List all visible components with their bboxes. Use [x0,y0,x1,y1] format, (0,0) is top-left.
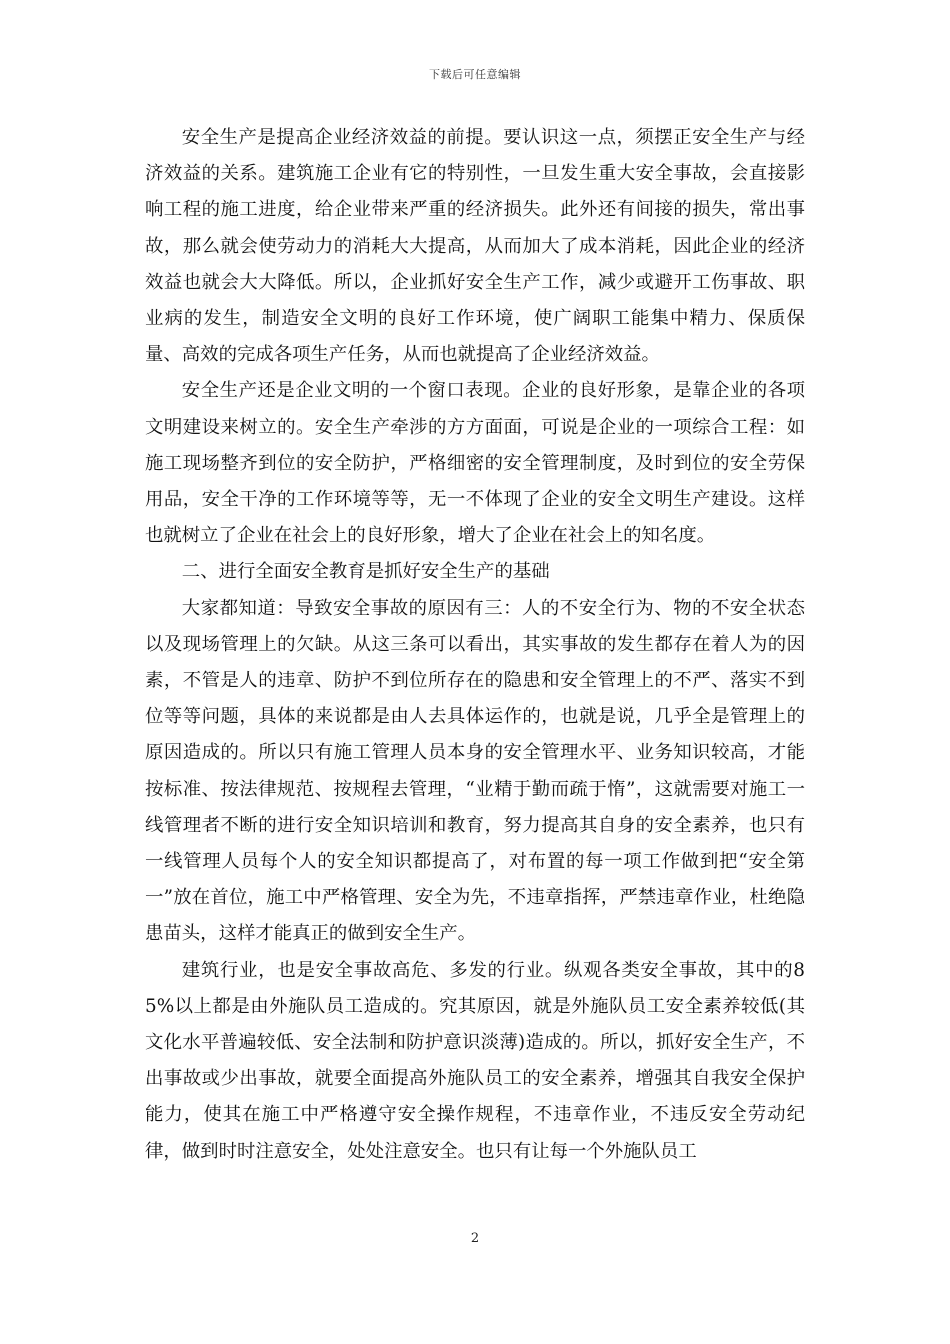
paragraph-safety-economic-benefit: 安全生产是提高企业经济效益的前提。要认识这一点，须摆正安全生产与经济效益的关系。建筑施工企业有它的特别性，一旦发生重大安全事故，会直接影响工程的施工进度，给企业带来严重的经济损失。此外还有间接的损失，常出事故，那么就会使劳动力的消耗大大提高，从而加大了成本消耗，因此企业的经济效益也就会大大降低。所以，企业抓好安全生产工作，减少或避开工伤事故、职业病的发生，制造安全文明的良好工作环境，使广阔职工能集中精力、保质保量、高效的完成各项生产任务，从而也就提高了企业经济效益。 [145,127,805,366]
page-header: 下载后可任意编辑 [429,68,521,81]
paragraph-safety-corporate-image: 安全生产还是企业文明的一个窗口表现。企业的良好形象，是靠企业的各项文明建设来树立的。安全生产牵涉的方方面面，可说是企业的一项综合工程：如施工现场整齐到位的安全防护，严格细密的安全管理制度，及时到位的安全劳保用品，安全干净的工作环境等等，无一不体现了企业的安全文明生产建设。这样也就树立了企业在社会上的良好形象，增大了企业在社会上的知名度。 [145,380,805,547]
page-number: 2 [470,1231,480,1246]
paragraph-construction-industry: 建筑行业，也是安全事故高危、多发的行业。纵观各类安全事故，其中的85%以上都是由外施队员工造成的。究其原因，就是外施队员工安全素养较低(其文化水平普遍较低、安全法制和防护意识淡薄)造成的。所以，抓好安全生产，不出事故或少出事故，就要全面提高外施队员工的安全素养，增强其自我安全保护能力，使其在施工中严格遵守安全操作规程，不违章作业，不违反安全劳动纪律，做到时时注意安全，处处注意安全。也只有让每一个外施队员工 [145,959,805,1162]
paragraph-accident-causes: 大家都知道：导致安全事故的原因有三：人的不安全行为、物的不安全状态以及现场管理上的欠缺。从这三条可以看出，其实事故的发生都存在着人为的因素，不管是人的违章、防护不到位所存在的隐患和安全管理上的不严、落实不到位等等问题，具体的来说都是由人去具体运作的，也就是说，几乎全是管理上的原因造成的。所以只有施工管理人员本身的安全管理水平、业务知识较高，才能按标准、按法律规范、按规程去管理，“业精于勤而疏于惰”，这就需要对施工一线管理者不断的进行安全知识培训和教育，努力提高其自身的安全素养，也只有一线管理人员每个人的安全知识都提高了，对布置的每一项工作做到把“安全第一”放在首位，施工中严格管理、安全为先，不违章指挥，严禁违章作业，杜绝隐患苗头，这样才能真正的做到安全生产。 [145,597,805,945]
body-text [145,120,805,1170]
section-heading-safety-education: 二、进行全面安全教育是抓好安全生产的基础 [181,561,550,583]
